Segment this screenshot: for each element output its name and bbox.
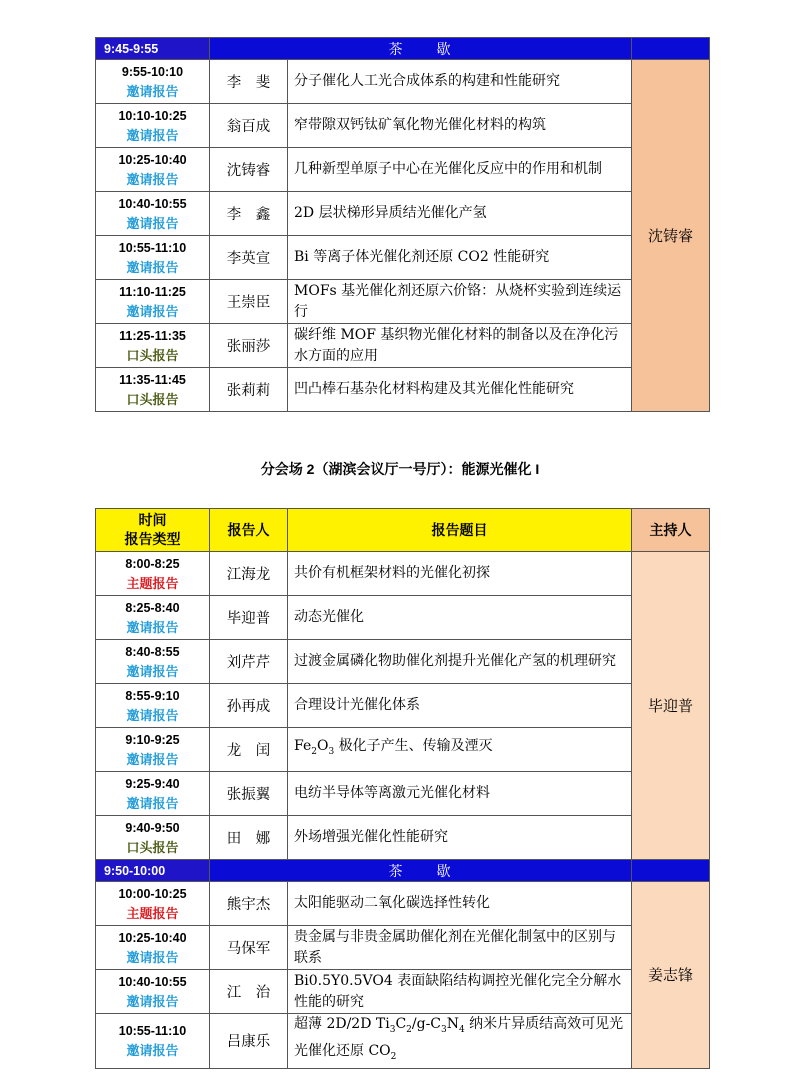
report-type: 邀请报告 (126, 663, 179, 679)
speaker-cell: 马保军 (210, 926, 288, 970)
report-type: 邀请报告 (126, 303, 179, 319)
break-label: 茶 歇 (210, 860, 632, 882)
table-row (96, 1014, 710, 1069)
time-cell: 10:25-10:40 邀请报告 (96, 926, 210, 970)
table-row (96, 882, 710, 926)
title-cell: 超薄 2D/2D $Ti_3C_2/g-C_3N_4$ 纳米片异质结高效可见光光催化还原 $CO_2$ (288, 1014, 632, 1069)
break-time: 9:50-10:00 (96, 860, 210, 882)
time-cell: 8:55-9:10 邀请报告 (96, 684, 210, 728)
time-cell: 10:25-10:40 邀请报告 (96, 148, 210, 192)
report-type: 邀请报告 (126, 127, 179, 143)
speaker-cell: 江 治 (210, 970, 288, 1014)
speaker-cell: 张丽莎 (210, 324, 288, 368)
report-type: 邀请报告 (126, 993, 179, 1009)
time-cell: 11:25-11:35 口头报告 (96, 324, 210, 368)
speaker-cell: 江海龙 (210, 552, 288, 596)
time-cell: 9:10-9:25 邀请报告 (96, 728, 210, 772)
title-cell: 动态光催化 (288, 596, 632, 640)
table-row (96, 640, 710, 684)
report-type: 邀请报告 (126, 215, 179, 231)
title-cell: 太阳能驱动二氧化碳选择性转化 (288, 882, 632, 926)
speaker-cell: 毕迎普 (210, 596, 288, 640)
report-type: 口头报告 (126, 347, 179, 363)
title-cell: 外场增强光催化性能研究 (288, 816, 632, 860)
table-row (96, 970, 710, 1014)
table-row (96, 772, 710, 816)
chair-cell: 毕迎普 (632, 552, 710, 860)
speaker-cell: 王崇臣 (210, 280, 288, 324)
report-type: 口头报告 (126, 391, 179, 407)
header-title: 报告题目 (288, 509, 632, 552)
report-type: 邀请报告 (126, 171, 179, 187)
header-time: 时间 报告类型 (96, 509, 210, 552)
time-cell: 11:10-11:25 邀请报告 (96, 280, 210, 324)
time-cell: 8:40-8:55 邀请报告 (96, 640, 210, 684)
time-cell: 10:55-11:10 邀请报告 (96, 1014, 210, 1069)
table-row (96, 684, 710, 728)
speaker-cell: 张振翼 (210, 772, 288, 816)
table-row (96, 60, 710, 104)
report-type: 主题报告 (126, 575, 179, 591)
table-row (96, 816, 710, 860)
title-cell: 窄带隙双钙钛矿氧化物光催化材料的构筑 (288, 104, 632, 148)
time-cell: 10:55-11:10 邀请报告 (96, 236, 210, 280)
time-cell: 8:00-8:25 主题报告 (96, 552, 210, 596)
speaker-cell: 龙 闰 (210, 728, 288, 772)
time-cell: 10:10-10:25 邀请报告 (96, 104, 210, 148)
table-row (96, 552, 710, 596)
title-cell: $Fe_2O_3$ 极化子产生、传输及湮灭 (288, 728, 632, 772)
report-type: 邀请报告 (126, 83, 179, 99)
title-cell: 合理设计光催化体系 (288, 684, 632, 728)
header-speaker: 报告人 (210, 509, 288, 552)
chair-cell: 沈铸睿 (632, 60, 710, 412)
speaker-cell: 刘芹芹 (210, 640, 288, 684)
time-cell: 9:25-9:40 邀请报告 (96, 772, 210, 816)
speaker-cell: 田 娜 (210, 816, 288, 860)
title-cell: 碳纤维 MOF 基织物光催化材料的制备以及在净化污水方面的应用 (288, 324, 632, 368)
report-type: 邀请报告 (126, 259, 179, 275)
report-type: 邀请报告 (126, 619, 179, 635)
speaker-cell: 吕康乐 (210, 1014, 288, 1069)
report-type: 邀请报告 (126, 751, 179, 767)
report-type: 邀请报告 (126, 1042, 179, 1058)
speaker-cell: 孙再成 (210, 684, 288, 728)
title-cell: Bi0.5Y0.5VO4 表面缺陷结构调控光催化完全分解水性能的研究 (288, 970, 632, 1014)
break-row (96, 860, 710, 882)
report-type: 邀请报告 (126, 707, 179, 723)
table-row (96, 192, 710, 236)
time-cell: 9:40-9:50 口头报告 (96, 816, 210, 860)
table-row (96, 596, 710, 640)
break-row (96, 38, 710, 60)
title-cell: 凹凸棒石基杂化材料构建及其光催化性能研究 (288, 368, 632, 412)
speaker-cell: 沈铸睿 (210, 148, 288, 192)
title-cell: 贵金属与非贵金属助催化剂在光催化制氢中的区别与联系 (288, 926, 632, 970)
speaker-cell: 李英宣 (210, 236, 288, 280)
time-cell: 9:55-10:10 邀请报告 (96, 60, 210, 104)
table-row (96, 148, 710, 192)
title-cell: 分子催化人工光合成体系的构建和性能研究 (288, 60, 632, 104)
title-cell: 过渡金属磷化物助催化剂提升光催化产氢的机理研究 (288, 640, 632, 684)
table-row (96, 324, 710, 368)
time-cell: 8:25-8:40 邀请报告 (96, 596, 210, 640)
break-time: 9:45-9:55 (96, 38, 210, 60)
title-cell: Bi 等离子体光催化剂还原 CO2 性能研究 (288, 236, 632, 280)
table-header (96, 509, 710, 552)
table-row (96, 368, 710, 412)
table-row (96, 236, 710, 280)
schedule-table-morning (95, 37, 710, 412)
chair-cell: 姜志锋 (632, 882, 710, 1069)
header-chair: 主持人 (632, 509, 710, 552)
speaker-cell: 张莉莉 (210, 368, 288, 412)
title-cell: 共价有机框架材料的光催化初探 (288, 552, 632, 596)
schedule-table-session2 (95, 508, 710, 1069)
title-cell: 电纺半导体等离激元光催化材料 (288, 772, 632, 816)
report-type: 口头报告 (126, 839, 179, 855)
title-cell: 2D 层状梯形异质结光催化产氢 (288, 192, 632, 236)
session-title: 分会场 2（湖滨会议厅一号厅）：能源光催化 I (260, 461, 540, 477)
report-type: 邀请报告 (126, 949, 179, 965)
speaker-cell: 熊宇杰 (210, 882, 288, 926)
title-cell: 几种新型单原子中心在光催化反应中的作用和机制 (288, 148, 632, 192)
report-type: 邀请报告 (126, 795, 179, 811)
title-cell: MOFs 基光催化剂还原六价铬：从烧杯实验到连续运行 (288, 280, 632, 324)
time-cell: 11:35-11:45 口头报告 (96, 368, 210, 412)
table-row (96, 104, 710, 148)
table-row (96, 926, 710, 970)
speaker-cell: 李 斐 (210, 60, 288, 104)
time-cell: 10:40-10:55 邀请报告 (96, 192, 210, 236)
time-cell: 10:40-10:55 邀请报告 (96, 970, 210, 1014)
table-row (96, 280, 710, 324)
time-cell: 10:00-10:25 主题报告 (96, 882, 210, 926)
speaker-cell: 李 鑫 (210, 192, 288, 236)
speaker-cell: 翁百成 (210, 104, 288, 148)
break-label: 茶 歇 (210, 38, 632, 60)
report-type: 主题报告 (126, 905, 179, 921)
table-row (96, 728, 710, 772)
